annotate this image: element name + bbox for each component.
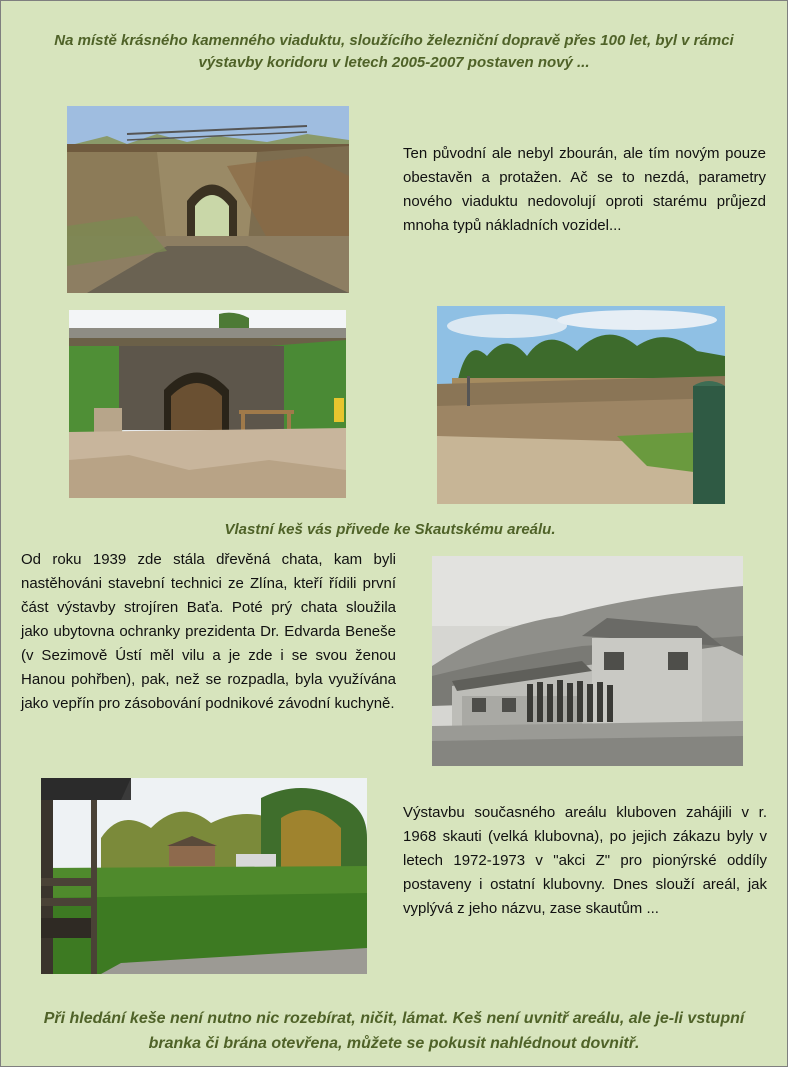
- photo-scout-area: [41, 778, 367, 974]
- clubhouses-paragraph: Výstavbu současného areálu kluboven zahájili v r. 1968 skauti (velká klubovna), po jejich zákazu byly v letech 1972-1973 v "akci Z" pro pionýrské oddíly postaveny i ostatní klubovny. Dnes slouží areál, jak vyplývá z jeho názvu, zase skautům ...: [403, 804, 767, 917]
- photo-old-stone-viaduct: [67, 106, 349, 293]
- photo-new-viaduct-site: [437, 306, 725, 504]
- photo-viaduct-construction: [69, 310, 346, 498]
- viaduct-paragraph: Ten původní ale nebyl zbourán, ale tím novým pouze obestavěn a protažen. Ač se to nezdá, parametry nového viaduktu nedovolují oproti starému průjezd mnoha typů nákladních vozidel...: [403, 145, 766, 234]
- intro-heading: Na místě krásného kamenného viaduktu, sloužícího železniční dopravě přes 100 let, byl v rámci výstavby koridoru v letech 2005-2007 postaven nový ...: [54, 32, 734, 71]
- cache-heading: Vlastní keš vás přivede ke Skautskému areálu.: [224, 521, 556, 538]
- photo-historic-chalet: [432, 556, 743, 766]
- footer-note: Při hledání keše není nutno nic rozebírat, ničit, lámat. Keš není uvnitř areálu, ale je-li vstupní branka či brána otevřena, můžete se pokusit nahlédnout dovnitř.: [43, 1010, 745, 1052]
- history-paragraph: Od roku 1939 zde stála dřevěná chata, kam byli nastěhováni stavební technici ze Zlína, kteří řídili první část výstavby strojíren Baťa. Poté prý chata sloužila jako ubytovna ochranky prezidenta Dr. Edvarda Beneše (v Sezimově Ústí měl vilu a je zde i se svou ženou Hanou pohřben), pak, než se rozpadla, byla využívána jako vepřín pro zásobování podnikové závodní kuchyně.: [21, 551, 396, 712]
